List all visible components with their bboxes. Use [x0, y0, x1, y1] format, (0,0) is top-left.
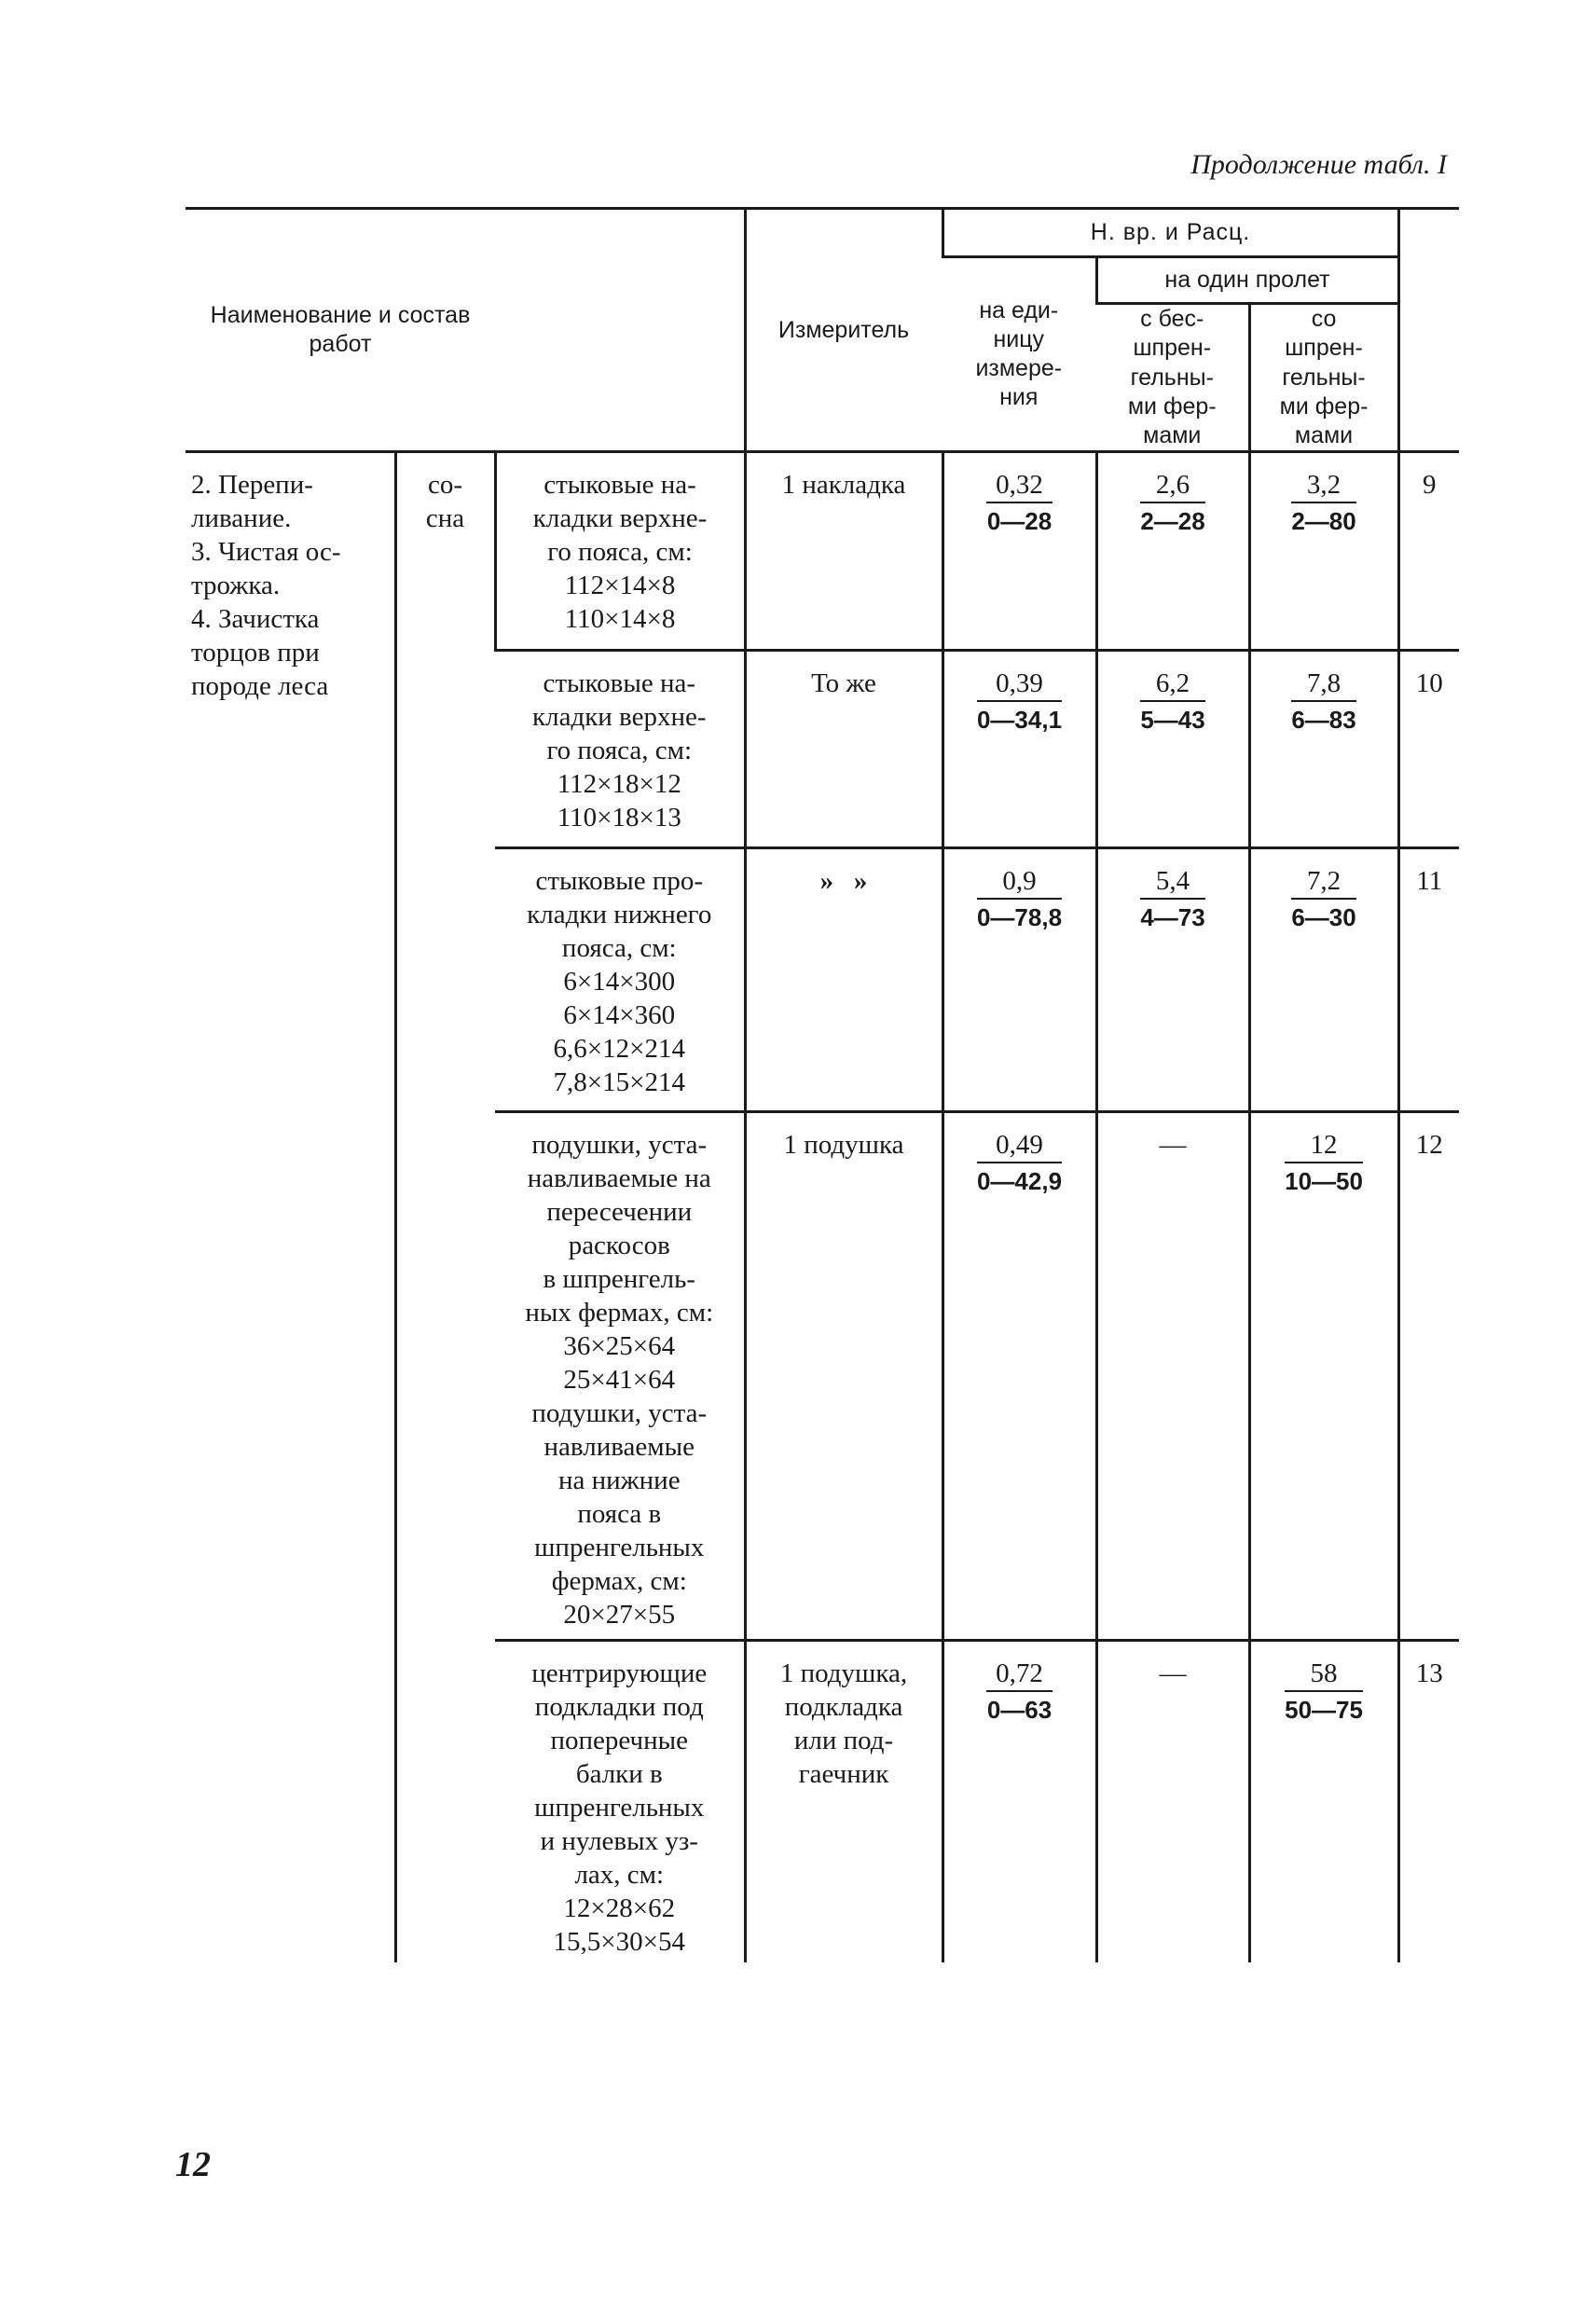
row-index: 12 [1398, 1112, 1459, 1641]
norm-per-unit: $\frac{0,72}{0—63}$ [942, 1641, 1096, 1962]
measure: То же [745, 651, 942, 848]
row-index: 13 [1398, 1641, 1459, 1962]
page-number: 12 [175, 2145, 211, 2184]
header-name-col: Наименование и состав работ [186, 209, 495, 452]
norm-with-truss: $\frac{7,2}{6—30}$ [1249, 848, 1398, 1112]
norm-per-unit: $\frac{0,32}{0—28}$ [942, 452, 1096, 651]
header-per-span: на один пролет [1096, 257, 1398, 304]
table-row [186, 452, 1459, 651]
table-continuation-label: Продолжение табл. I [1190, 149, 1447, 180]
norm-per-unit: $\frac{0,49}{0—42,9}$ [942, 1112, 1096, 1641]
row-index: 11 [1398, 848, 1459, 1112]
header-measure-col: Измеритель [745, 209, 942, 452]
header-per-unit: на еди- ницу измере- ния [942, 257, 1096, 452]
norm-without-truss: — [1096, 1112, 1249, 1641]
norm-per-unit: $\frac{0,9}{0—78,8}$ [942, 848, 1096, 1112]
row-index: 10 [1398, 651, 1459, 848]
norm-without-truss: $\frac{6,2}{5—43}$ [1096, 651, 1249, 848]
wood-species: со- сна [395, 452, 495, 1962]
measure: » » [745, 848, 942, 1112]
norm-without-truss: — [1096, 1641, 1249, 1962]
item-description: стыковые про- кладки нижнего пояса, см: 6×14×300 6×14×360 6,6×12×214 7,8×15×214 [495, 848, 745, 1112]
measure: 1 накладка [745, 452, 942, 651]
item-description: стыковые на- кладки верхне- го пояса, см: 112×18×12 110×18×13 [495, 651, 745, 848]
norm-with-truss: $\frac{12}{10—50}$ [1249, 1112, 1398, 1641]
norm-without-truss: $\frac{5,4}{4—73}$ [1096, 848, 1249, 1112]
header-with-truss: со шпрен- гельны- ми фер- мами [1249, 304, 1398, 452]
measure: 1 подушка [745, 1112, 942, 1641]
norm-with-truss: $\frac{58}{50—75}$ [1249, 1641, 1398, 1962]
norm-with-truss: $\frac{3,2}{2—80}$ [1249, 452, 1398, 651]
item-description: центрирующие подкладки под поперечные балки в шпренгельных и нулевых уз- лах, см: 12×28×62 15,5×30×54 [495, 1641, 745, 1962]
item-description: стыковые на- кладки верхне- го пояса, см: 112×14×8 110×14×8 [495, 452, 745, 651]
norm-with-truss: $\frac{7,8}{6—83}$ [1249, 651, 1398, 848]
header-without-truss: с бес- шпрен- гельны- ми фер- мами [1096, 304, 1249, 452]
norms-table [186, 207, 1459, 1962]
norm-without-truss: $\frac{2,6}{2—28}$ [1096, 452, 1249, 651]
measure: 1 подушка, подкладка или под- гаечник [745, 1641, 942, 1962]
header-norm-group: Н. вр. и Расц. [942, 209, 1398, 257]
item-description: подушки, уста- навливаемые на пересечении раскосов в шпренгель- ных фермах, см: 36×25×64 25×41×64 подушки, уста- навливаемые на нижние пояса в шпренгельных фермах, см: 20×27×55 [495, 1112, 745, 1641]
norm-per-unit: $\frac{0,39}{0—34,1}$ [942, 651, 1096, 848]
row-index: 9 [1398, 452, 1459, 651]
work-steps: 2. Перепи- ливание. 3. Чистая ос- трожка. 4. Зачистка торцов при породе леса [191, 470, 341, 702]
